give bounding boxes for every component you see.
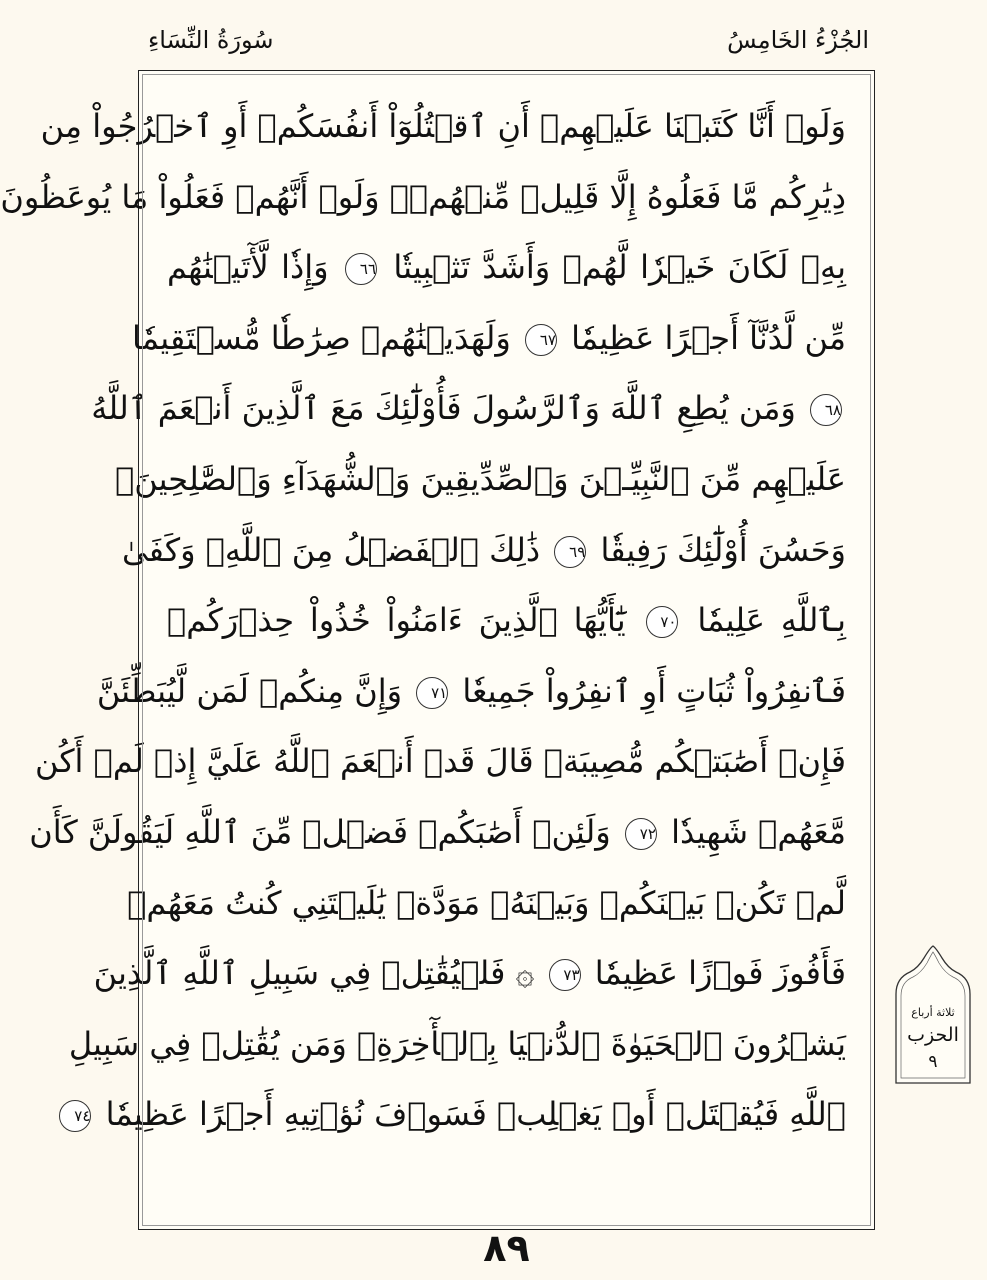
hizb-marker [894, 944, 972, 1084]
juz-title: الجُزْءُ الخَامِسُ [727, 26, 869, 54]
text-line: عَلَيۡهِم مِّنَ ٱلنَّبِيِّـۧنَ وَٱلصِّدِّيقِينَ وَٱلشُّهَدَآءِ وَٱلصَّٰلِحِينَۚ [115, 459, 846, 498]
text-line: لَّمۡ تَكُنۢ بَيۡنَكُمۡ وَبَيۡنَهُۥ مَوَدَّةٞ يَٰلَيۡتَنِي كُنتُ مَعَهُمۡ [127, 883, 846, 922]
ayah-number: ٦٨ [810, 394, 842, 426]
ayah-number: ٧٤ [59, 1100, 91, 1132]
page-frame [0, 70, 875, 1230]
text-line: يَشۡرُونَ ٱلۡحَيَوٰةَ ٱلدُّنۡيَا بِٱلۡأٓخِرَةِۚ وَمَن يُقَٰتِلۡ فِي سَبِيلِ [68, 1024, 846, 1063]
hizb-number: ٩ [928, 1052, 938, 1072]
hizb-quarter-label: ثلاثة أرباع [911, 1006, 955, 1019]
text-line: مَّعَهُمۡ شَهِيدٗا ٧٢ وَلَئِنۡ أَصَٰبَكُمۡ فَضۡلٞ مِّنَ ٱللَّهِ لَيَقُولَنَّ كَأَن [29, 812, 846, 851]
text-line: فَأَفُوزَ فَوۡزًا عَظِيمٗا ٧٣ ۞ فَلۡيُقَٰتِلۡ فِي سَبِيلِ ٱللَّهِ ٱلَّذِينَ [93, 954, 846, 993]
text-line: بِٱللَّهِ عَلِيمٗا ٧٠ يَٰٓأَيُّهَا ٱلَّذِينَ ءَامَنُواْ خُذُواْ حِذۡرَكُمۡ [167, 601, 846, 640]
ayah-number: ٦٩ [554, 536, 586, 568]
text-line: بِهِۦ لَكَانَ خَيۡرٗا لَّهُمۡ وَأَشَدَّ تَثۡبِيتٗا ٦٦ وَإِذٗا لَّأٓتَيۡنَٰهُم [167, 248, 847, 287]
ayah-number: ٧٢ [625, 818, 657, 850]
text-line: ٦٨ وَمَن يُطِعِ ٱللَّهَ وَٱلرَّسُولَ فَأُوْلَٰٓئِكَ مَعَ ٱلَّذِينَ أَنۡعَمَ ٱللَّهُ [91, 389, 841, 428]
ayah-number: ٧٣ [549, 959, 581, 991]
quran-text [0, 91, 847, 1150]
sura-title: سُورَةُ النِّسَاءِ [148, 26, 274, 54]
text-line: ٱللَّهِ فَيُقۡتَلۡ أَوۡ يَغۡلِبۡ فَسَوۡفَ نُؤۡتِيهِ أَجۡرًا عَظِيمٗا ٧٤ [167, 1079, 846, 1150]
ayah-number: ٦٧ [525, 324, 557, 356]
ayah-number: ٧١ [416, 677, 448, 709]
hizb-label: الحزب [907, 1024, 959, 1046]
page-number: ٨٩ [483, 1226, 530, 1270]
ayah-number: ٦٦ [345, 253, 377, 285]
text-line: دِيَٰرِكُم مَّا فَعَلُوهُ إِلَّا قَلِيلٞ مِّنۡهُمۡۖ وَلَوۡ أَنَّهُمۡ فَعَلُواْ مَا يُوعَظُونَ [0, 177, 846, 216]
text-line: مِّن لَّدُنَّآ أَجۡرًا عَظِيمٗا ٦٧ وَلَهَدَيۡنَٰهُمۡ صِرَٰطٗا مُّسۡتَقِيمٗا [131, 318, 846, 357]
ayah-number: ٧٠ [646, 606, 678, 638]
text-line: فَإِنۡ أَصَٰبَتۡكُم مُّصِيبَةٞ قَالَ قَدۡ أَنۡعَمَ ٱللَّهُ عَلَيَّ إِذۡ لَمۡ أَكُن [34, 742, 846, 781]
text-line: فَٱنفِرُواْ ثُبَاتٍ أَوِ ٱنفِرُواْ جَمِيعٗا ٧١ وَإِنَّ مِنكُمۡ لَمَن لَّيُبَطِّئَنَّ [96, 671, 846, 710]
text-line: وَحَسُنَ أُوْلَٰٓئِكَ رَفِيقٗا ٦٩ ذَٰلِكَ ٱلۡفَضۡلُ مِنَ ٱللَّهِۚ وَكَفَىٰ [121, 530, 846, 569]
text-line: وَلَوۡ أَنَّا كَتَبۡنَا عَلَيۡهِمۡ أَنِ ٱقۡتُلُوٓاْ أَنفُسَكُمۡ أَوِ ٱخۡرُجُواْ مِن [40, 107, 846, 145]
